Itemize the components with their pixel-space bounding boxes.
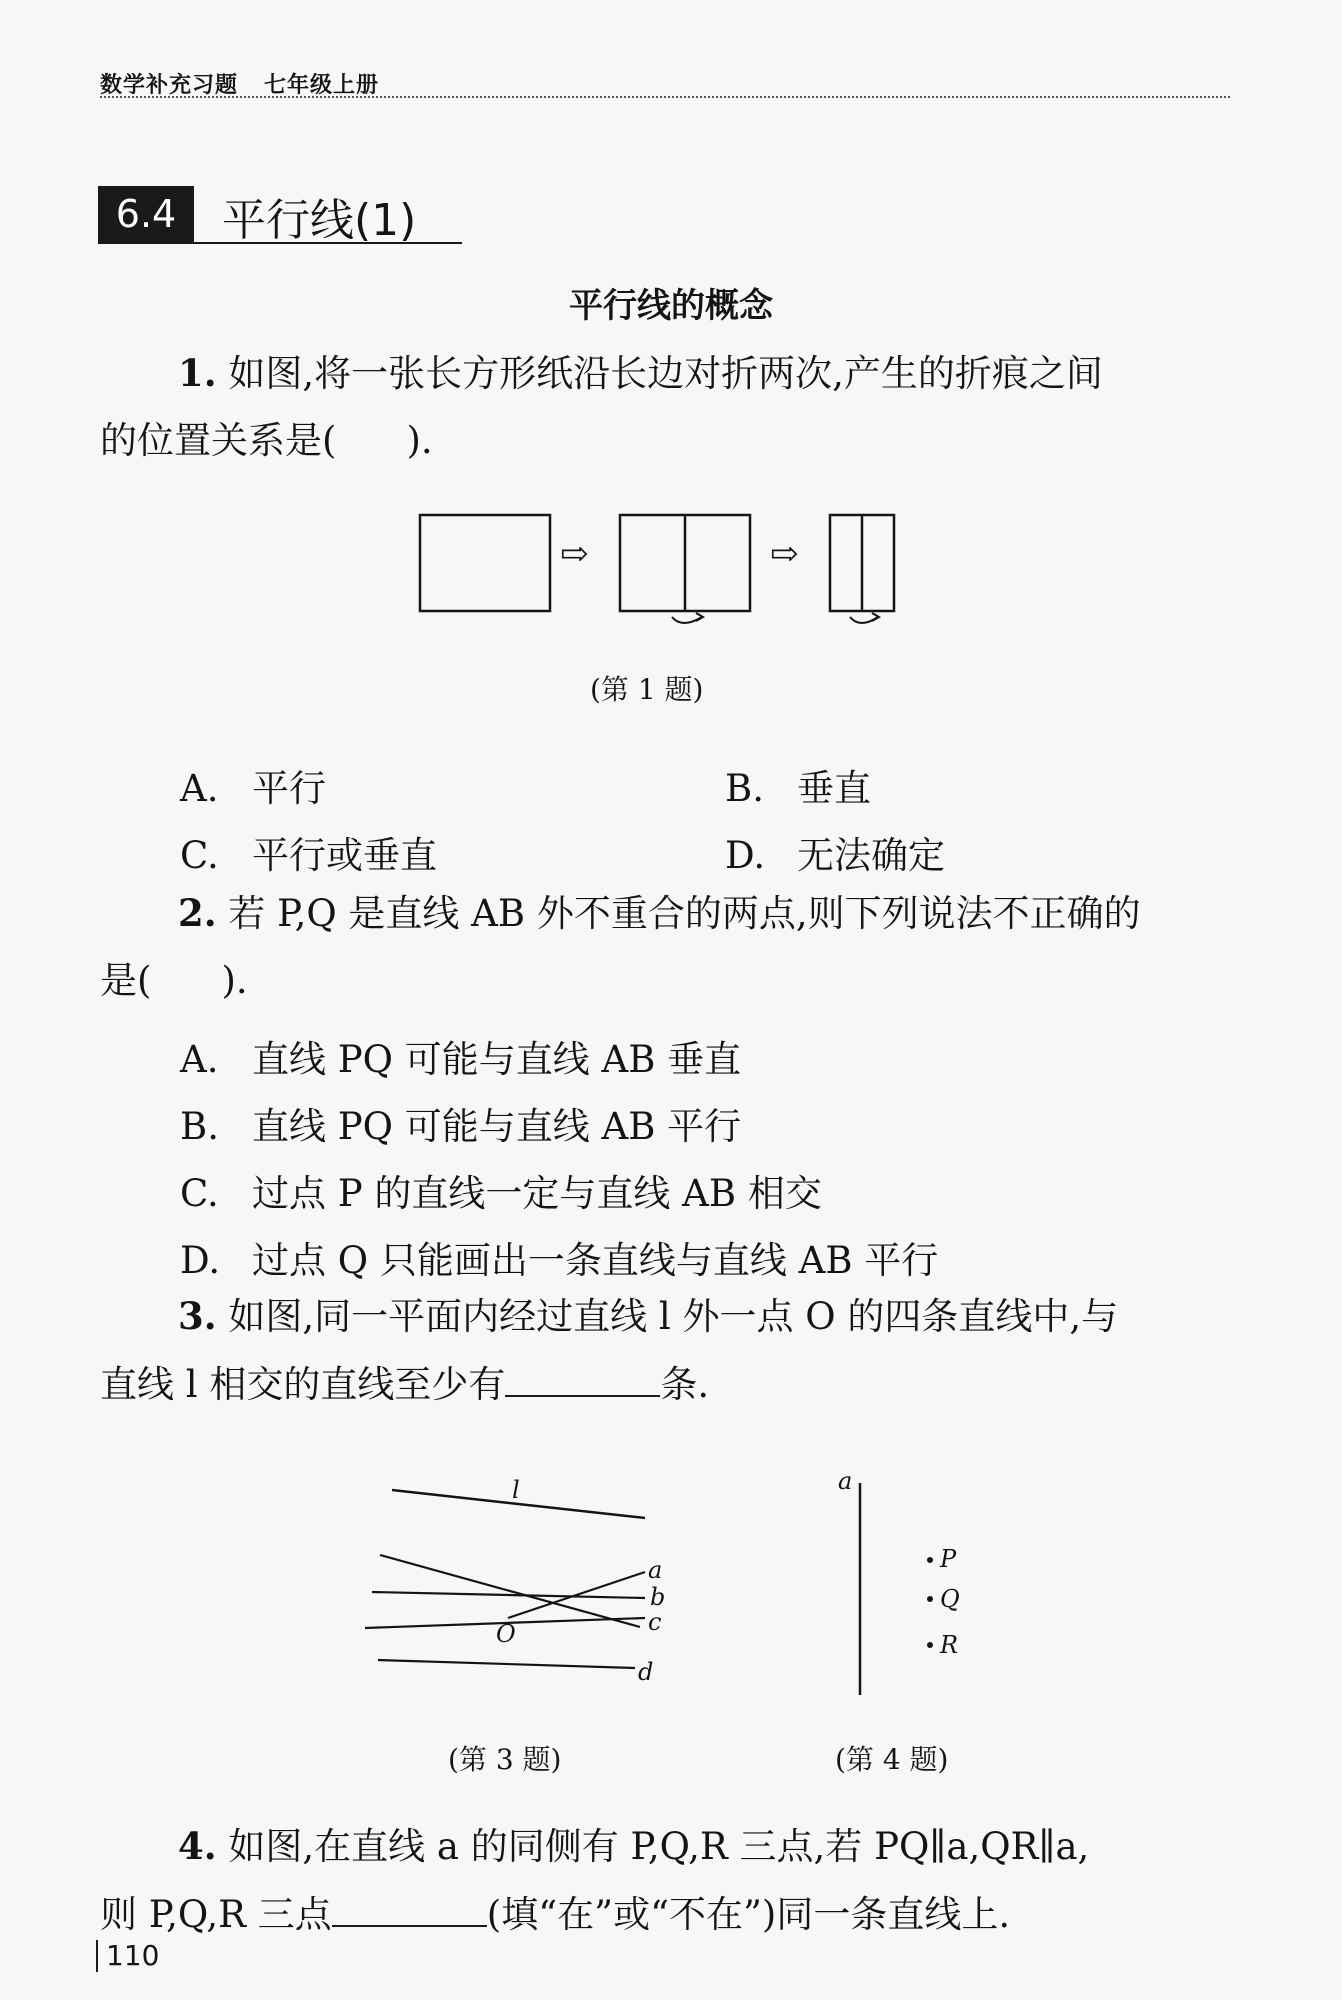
- option-letter: B.: [725, 767, 764, 810]
- label-a: a: [648, 1556, 663, 1584]
- q4-line2: [100, 1893, 1011, 1936]
- option-text: 平行或垂直: [252, 834, 437, 877]
- q4-line1: [178, 1824, 1090, 1868]
- q2-option-c[interactable]: [180, 1163, 822, 1217]
- section-underline: [98, 242, 462, 244]
- q2-text-line1: 若 P,Q 是直线 AB 外不重合的两点,则下列说法不正确的: [228, 892, 1141, 935]
- q4-answer-blank[interactable]: [332, 1895, 487, 1927]
- option-letter: D.: [180, 1239, 221, 1282]
- q3-line2: [100, 1363, 710, 1406]
- arrow-icon: ⇨: [560, 534, 589, 574]
- q4-figure: [830, 1465, 990, 1705]
- q3-answer-blank[interactable]: [505, 1365, 660, 1397]
- q2-option-b[interactable]: [180, 1096, 741, 1150]
- header-rule: [100, 96, 1230, 98]
- label-O: O: [496, 1620, 516, 1648]
- section-title: 平行线(1): [222, 195, 417, 246]
- q1-line2: [100, 419, 433, 462]
- option-text: 过点 P 的直线一定与直线 AB 相交: [252, 1172, 822, 1215]
- q3-number: 3.: [178, 1294, 217, 1338]
- label-Q: Q: [940, 1585, 960, 1613]
- q2-text-line2-post: ).: [221, 959, 248, 1002]
- option-letter: D.: [725, 834, 766, 877]
- q1-option-a[interactable]: [180, 758, 326, 812]
- label-c: c: [648, 1608, 662, 1636]
- label-P: P: [940, 1545, 957, 1573]
- point-Q: [927, 1596, 933, 1602]
- q4-text-line2-pre: 则 P,Q,R 三点: [100, 1893, 332, 1936]
- q3-caption: (第 3 题): [448, 1743, 562, 1776]
- q1-caption: (第 1 题): [590, 673, 704, 706]
- point-P: [927, 1557, 933, 1563]
- option-text: 直线 PQ 可能与直线 AB 垂直: [252, 1038, 742, 1081]
- q3-text-line2-pre: 直线 l 相交的直线至少有: [100, 1363, 506, 1406]
- label-R: R: [940, 1631, 959, 1659]
- option-text: 平行: [252, 767, 326, 810]
- q1-option-c[interactable]: [180, 825, 437, 879]
- q3-text-line2-post: 条.: [660, 1363, 710, 1406]
- q3-line1: [178, 1294, 1119, 1338]
- option-letter: C.: [180, 1172, 219, 1215]
- option-letter: A.: [180, 1038, 219, 1081]
- q1-text-line1: 如图,将一张长方形纸沿长边对折两次,产生的折痕之间: [228, 352, 1103, 395]
- line-b: [372, 1592, 645, 1598]
- q2-line2: [100, 959, 248, 1002]
- q1-figure: [410, 505, 930, 645]
- q1-text-line2-pre: 的位置关系是(: [100, 419, 337, 462]
- q1-line1: [178, 351, 1103, 395]
- subsection-title: 平行线的概念: [569, 286, 773, 326]
- line-d: [378, 1660, 635, 1668]
- q1-option-d[interactable]: [725, 825, 945, 879]
- page-number: 110: [96, 1940, 159, 1972]
- point-R: [927, 1642, 933, 1648]
- q2-option-a[interactable]: [180, 1029, 741, 1083]
- q1-option-b[interactable]: [725, 758, 871, 812]
- q4-number: 4.: [178, 1824, 217, 1868]
- q3-figure: [360, 1470, 680, 1690]
- arrow-icon: ⇨: [770, 534, 799, 574]
- q2-line1: [178, 891, 1141, 935]
- q2-text-line2-pre: 是(: [100, 959, 152, 1002]
- q3-text-line1: 如图,同一平面内经过直线 l 外一点 O 的四条直线中,与: [228, 1295, 1119, 1338]
- q2-option-d[interactable]: [180, 1230, 938, 1284]
- q4-text-line1: 如图,在直线 a 的同侧有 P,Q,R 三点,若 PQ∥a,QR∥a,: [228, 1825, 1090, 1868]
- label-b: b: [650, 1583, 666, 1611]
- option-text: 无法确定: [797, 834, 945, 877]
- q1-number: 1.: [178, 351, 217, 395]
- paper-unfolded: [420, 515, 550, 611]
- grade-label: 七年级上册: [264, 73, 380, 98]
- q4-text-line2-post: (填“在”或“不在”)同一条直线上.: [486, 1893, 1011, 1936]
- book-title: 数学补充习题: [100, 73, 239, 98]
- q4-caption: (第 4 题): [835, 1743, 949, 1776]
- section-number: 6.4: [98, 186, 194, 242]
- q2-number: 2.: [178, 891, 217, 935]
- q1-text-line2-post: ).: [406, 419, 433, 462]
- option-letter: C.: [180, 834, 219, 877]
- option-letter: A.: [180, 767, 219, 810]
- option-text: 直线 PQ 可能与直线 AB 平行: [252, 1105, 742, 1148]
- label-a: a: [838, 1467, 853, 1495]
- option-text: 过点 Q 只能画出一条直线与直线 AB 平行: [252, 1239, 939, 1282]
- option-letter: B.: [180, 1105, 219, 1148]
- label-d: d: [638, 1658, 654, 1686]
- label-l: l: [512, 1476, 520, 1504]
- running-header: [100, 68, 379, 99]
- option-text: 垂直: [797, 767, 871, 810]
